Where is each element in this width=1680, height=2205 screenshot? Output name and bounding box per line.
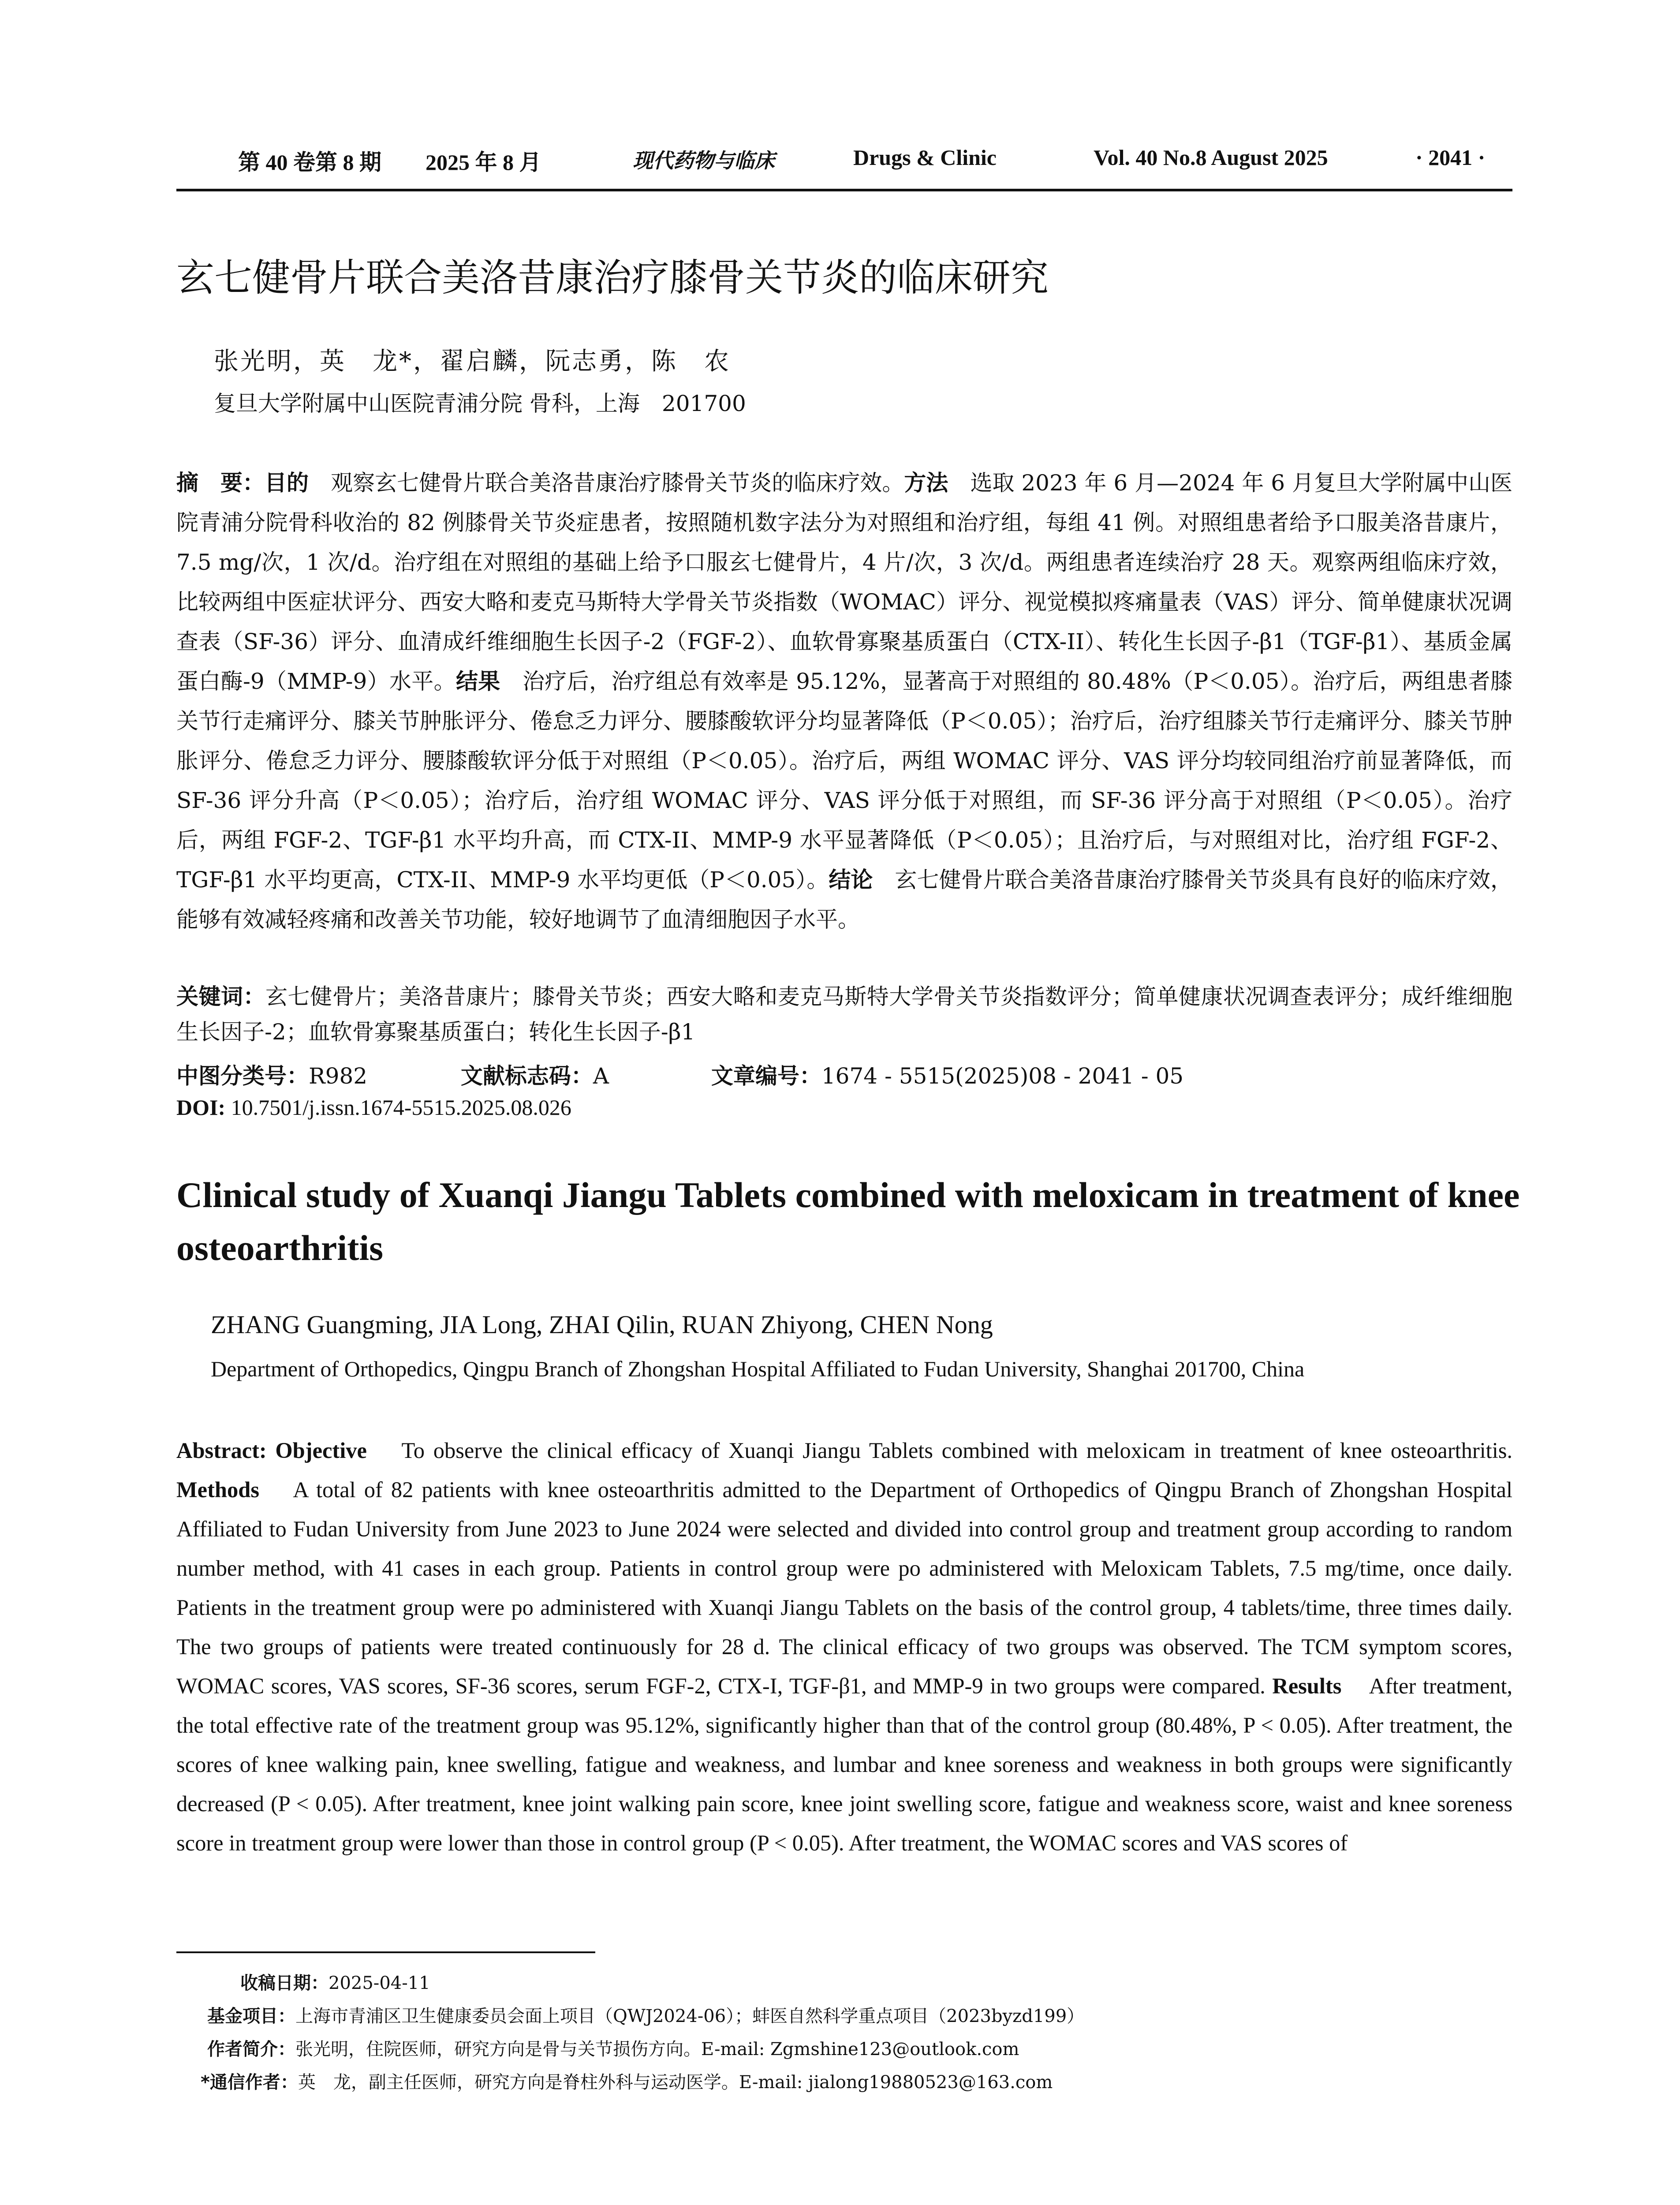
en-affiliation: Department of Orthopedics, Qingpu Branch of Zhongshan Hospital Affiliated to Fudan University, Shanghai 201700, China	[211, 1357, 1305, 1381]
cn-conclusion-label: 结论	[829, 867, 873, 893]
footnote-corresponding	[201, 2068, 1053, 2093]
en-results-text: After treatment, the total effective rate of the treatment group was 95.12%, significantly higher than that of the control group (80.48%, P < 0.05). After treatment, the scores of knee walking pain, knee swelling, fatigue and weakness, and lumbar and knee soreness and weakness in both groups were significantly decreased (P < 0.05). After treatment, knee joint walking pain score, knee joint swelling score, fatigue and weakness score, waist and knee soreness score in treatment group were lower than those in control group (P < 0.05). After treatment, the WOMAC scores and VAS scores of	[176, 1674, 1513, 1855]
en-abstract-label: Abstract:	[176, 1438, 267, 1463]
header-journal-en: Drugs & Clinic	[853, 145, 997, 170]
header-date-cn: 2025 年 8 月	[426, 150, 541, 175]
cn-conclusion-text: 玄七健骨片联合美洛昔康治疗膝骨关节炎具有良好的临床疗效，能够有效减轻疼痛和改善关节功能，较好地调节了血清细胞因子水平。	[176, 867, 1513, 932]
cn-abstract	[176, 463, 1512, 939]
en-title: Clinical study of Xuanqi Jiangu Tablets combined with meloxicam in treatment of knee osteoarthritis	[176, 1175, 1520, 1268]
articleno-label: 文章编号：	[711, 1063, 821, 1089]
clc-label: 中图分类号：	[176, 1063, 309, 1089]
corr-label: *通信作者：	[201, 2072, 298, 2093]
cn-methods-label: 方法	[904, 470, 948, 496]
received-value: 2025-04-11	[329, 1973, 430, 1993]
doccode-label: 文献标志码：	[460, 1063, 593, 1089]
cn-methods-text: 选取 2023 年 6 月—2024 年 6 月复旦大学附属中山医院青浦分院骨科收治的 82 例膝骨关节炎症患者，按照随机数字法分为对照组和治疗组，每组 41 例。对照组患者给予口服美洛昔康片，7.5 mg/次，1 次/d。治疗组在对照组的基础上给予口服玄七健骨片，4 片/次，3 次/d。两组患者连续治疗 28 天。观察两组临床疗效，比较两组中医症状评分、西安大略和麦克马斯特大学骨关节炎指数（WOMAC）评分、视觉模拟疼痛量表（VAS）评分、简单健康状况调查表（SF-36）评分、血清成纤维细胞生长因子-2（FGF-2）、血软骨寡聚基质蛋白（CTX-II）、转化生长因子-β1（TGF-β1）、基质金属蛋白酶-9（MMP-9）水平。	[176, 470, 1513, 694]
en-objective-label: Objective	[275, 1438, 367, 1463]
fund-label: 基金项目：	[207, 2006, 295, 2026]
cn-objective-text: 观察玄七健骨片联合美洛昔康治疗膝骨关节炎的临床疗效。	[331, 470, 904, 496]
footnote-author	[207, 2035, 1019, 2060]
doi-label: DOI:	[176, 1095, 226, 1120]
footnote-rule	[176, 1951, 595, 1953]
cn-affiliation: 复旦大学附属中山医院青浦分院 骨科，上海 201700	[214, 391, 746, 416]
doi-line	[176, 1095, 571, 1120]
running-header	[176, 140, 1512, 191]
header-journal-cn: 现代药物与临床	[633, 149, 775, 172]
header-page-number: · 2041 ·	[1415, 145, 1486, 170]
cn-results-label: 结果	[455, 669, 500, 694]
cn-classification-line	[176, 1058, 1183, 1090]
articleno-value: 1674 - 5515(2025)08 - 2041 - 05	[821, 1063, 1184, 1089]
en-results-label: Results	[1272, 1674, 1342, 1698]
en-abstract	[176, 1431, 1512, 1863]
en-methods-text: A total of 82 patients with knee osteoarthritis admitted to the Department of Orthopedics of Qingpu Branch of Zhongshan Hospital Affiliated to Fudan University from June 2023 to June 2024 were selected and divided into control group and treatment group according to random number method, with 41 cases in each group. Patients in control group were po administered with Meloxicam Tablets, 7.5 mg/time, once daily. Patients in the treatment group were po administered with Xuanqi Jiangu Tablets on the basis of the control group, 4 tablets/time, three times daily. The two groups of patients were treated continuously for 28 d. The clinical efficacy of two groups was observed. The TCM symptom scores, WOMAC scores, VAS scores, SF-36 scores, serum FGF-2, CTX-I, TGF-β1, and MMP-9 in two groups were compared.	[176, 1477, 1513, 1698]
author-value: 张光明，住院医师，研究方向是骨与关节损伤方向。E-mail: Zgmshine123@outlook.com	[295, 2039, 1019, 2059]
clc-value: R982	[309, 1063, 368, 1089]
cn-title: 玄七健骨片联合美洛昔康治疗膝骨关节炎的临床研究	[176, 256, 1049, 300]
doccode-value: A	[593, 1063, 609, 1089]
en-objective-text: To observe the clinical efficacy of Xuanqi Jiangu Tablets combined with meloxicam in treatment of knee osteoarthritis.	[401, 1438, 1513, 1463]
corr-value: 英 龙，副主任医师，研究方向是脊柱外科与运动医学。E-mail: jialong19880523@163.com	[298, 2072, 1053, 2093]
cn-abstract-label: 摘 要：	[176, 470, 265, 496]
author-label: 作者简介：	[207, 2039, 295, 2059]
en-methods-label: Methods	[176, 1477, 259, 1502]
cn-keywords-text: 玄七健骨片；美洛昔康片；膝骨关节炎；西安大略和麦克马斯特大学骨关节炎指数评分；简单健康状况调查表评分；成纤维细胞生长因子-2；血软骨寡聚基质蛋白；转化生长因子-β1	[176, 984, 1513, 1045]
received-label: 收稿日期：	[240, 1973, 329, 1993]
cn-keywords	[176, 979, 1512, 1050]
fund-value: 上海市青浦区卫生健康委员会面上项目（QWJ2024-06）；蚌医自然科学重点项目（2023byzd199）	[295, 2006, 1085, 2026]
doi-value: 10.7501/j.issn.1674-5515.2025.08.026	[231, 1095, 571, 1120]
en-authors: ZHANG Guangming, JIA Long, ZHAI Qilin, RUAN Zhiyong, CHEN Nong	[211, 1310, 993, 1339]
cn-results-text: 治疗后，治疗组总有效率是 95.12%，显著高于对照组的 80.48%（P＜0.05）。治疗后，两组患者膝关节行走痛评分、膝关节肿胀评分、倦怠乏力评分、腰膝酸软评分均显著降低（P＜0.05）；治疗后，治疗组膝关节行走痛评分、膝关节肿胀评分、倦怠乏力评分、腰膝酸软评分低于对照组（P＜0.05）。治疗后，两组 WOMAC 评分、VAS 评分均较同组治疗前显著降低，而 SF-36 评分升高（P＜0.05）；治疗后，治疗组 WOMAC 评分、VAS 评分低于对照组，而 SF-36 评分高于对照组（P＜0.05）。治疗后，两组 FGF-2、TGF-β1 水平均升高，而 CTX-II、MMP-9 水平显著降低（P＜0.05）；且治疗后，与对照组对比，治疗组 FGF-2、TGF-β1 水平均更高，CTX-II、MMP-9 水平均更低（P＜0.05）。	[176, 669, 1513, 893]
cn-keywords-label: 关键词：	[176, 984, 266, 1009]
cn-authors: 张光明，英 龙*，翟启麟，阮志勇，陈 农	[214, 347, 731, 376]
footnote-fund	[207, 2002, 1084, 2027]
header-volume-en: Vol. 40 No.8 August 2025	[1094, 145, 1328, 170]
footnote-received	[240, 1969, 430, 1994]
cn-objective-label: 目的	[265, 470, 309, 496]
header-volume-cn: 第 40 卷第 8 期	[238, 150, 381, 175]
